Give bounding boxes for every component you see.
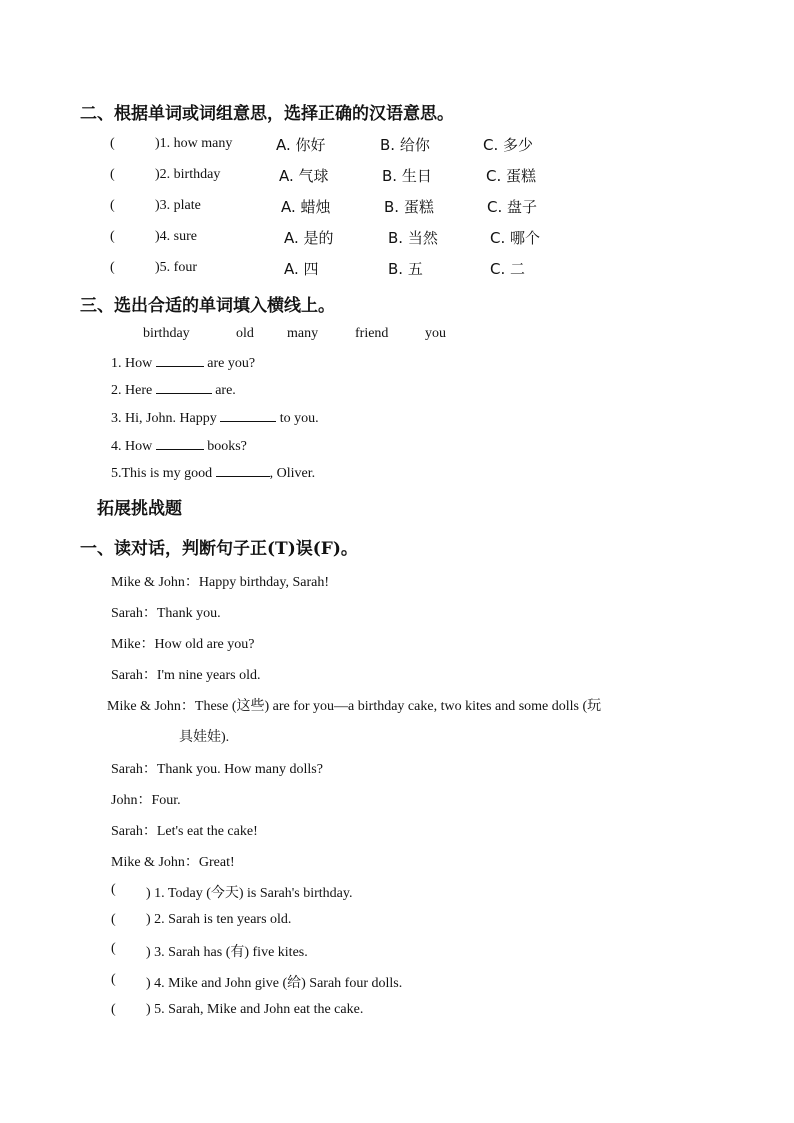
choice-question: )5. four	[155, 260, 197, 275]
choice-option-c: C. 盘子	[487, 198, 538, 216]
word-bank-item: many	[287, 326, 319, 341]
fill-blank-prefix: 2. Here	[111, 383, 153, 398]
choice-option-a: A. 四	[284, 260, 319, 278]
dialogue-line: 具娃娃).	[179, 730, 230, 745]
choice-option-b: B. 生日	[382, 167, 432, 185]
judge-statement: ) 4. Mike and John give (给) Sarah four dolls.	[146, 976, 403, 991]
challenge-title: 拓展挑战题	[97, 499, 182, 519]
section3-title: 三、选出合适的单词填入横线上。	[80, 296, 335, 316]
dialogue-line: John：Four.	[111, 793, 181, 808]
choice-option-a: A. 气球	[279, 167, 329, 185]
fill-blank-item	[111, 354, 255, 372]
fill-blank-prefix: 4. How	[111, 439, 153, 454]
judge-paren: (	[111, 912, 116, 927]
judge-paren: (	[111, 882, 116, 897]
choice-option-c: C. 蛋糕	[486, 167, 537, 185]
choice-option-b: B. 给你	[380, 136, 430, 154]
dialogue-line: Mike & John：Happy birthday, Sarah!	[111, 575, 329, 590]
dialogue-line: Sarah：Let's eat the cake!	[111, 824, 258, 839]
choice-option-c: C. 哪个	[490, 229, 541, 247]
fill-blank-prefix: 5.This is my good	[111, 466, 213, 481]
fill-blank-item	[111, 409, 319, 427]
challenge-section1-title: 一、读对话，判断句子正(T)误(F)。	[80, 539, 358, 559]
choice-paren: (	[110, 136, 115, 151]
choice-paren: (	[110, 198, 115, 213]
choice-question: )3. plate	[155, 198, 201, 213]
fill-blank-suffix: books?	[207, 439, 247, 454]
choice-option-a: A. 你好	[276, 136, 326, 154]
judge-statement: ) 3. Sarah has (有) five kites.	[146, 945, 308, 960]
word-bank-item: birthday	[143, 326, 190, 341]
choice-option-b: B. 五	[388, 260, 423, 278]
dialogue-line: Mike & John：Great!	[111, 855, 235, 870]
answer-blank[interactable]	[156, 381, 212, 394]
choice-option-c: C. 二	[490, 260, 526, 278]
fill-blank-item	[111, 464, 315, 482]
judge-paren: (	[111, 941, 116, 956]
judge-statement: ) 1. Today (今天) is Sarah's birthday.	[146, 886, 353, 901]
judge-statement: ) 5. Sarah, Mike and John eat the cake.	[146, 1002, 364, 1017]
answer-blank[interactable]	[156, 437, 204, 450]
section2-title: 二、根据单词或词组意思，选择正确的汉语意思。	[80, 104, 454, 124]
dialogue-line: Sarah：Thank you.	[111, 606, 221, 621]
word-bank-item: old	[236, 326, 254, 341]
dialogue-line: Mike & John：These (这些) are for you—a birthday cake, two kites and some dolls (玩	[107, 699, 602, 714]
choice-option-b: B. 蛋糕	[384, 198, 434, 216]
choice-paren: (	[110, 260, 115, 275]
dialogue-line: Mike：How old are you?	[111, 637, 255, 652]
judge-paren: (	[111, 1002, 116, 1017]
choice-option-a: A. 蜡烛	[281, 198, 331, 216]
choice-option-a: A. 是的	[284, 229, 334, 247]
choice-paren: (	[110, 229, 115, 244]
choice-paren: (	[110, 167, 115, 182]
answer-blank[interactable]	[156, 354, 204, 367]
fill-blank-prefix: 3. Hi, John. Happy	[111, 411, 217, 426]
judge-paren: (	[111, 972, 116, 987]
fill-blank-suffix: are.	[215, 383, 236, 398]
answer-blank[interactable]	[216, 464, 270, 477]
word-bank-item: you	[425, 326, 446, 341]
choice-question: )2. birthday	[155, 167, 221, 182]
dialogue-line: Sarah：Thank you. How many dolls?	[111, 762, 323, 777]
answer-blank[interactable]	[220, 409, 276, 422]
fill-blank-item	[111, 381, 236, 399]
word-bank-item: friend	[355, 326, 389, 341]
choice-question: )4. sure	[155, 229, 197, 244]
choice-question: )1. how many	[155, 136, 233, 151]
judge-statement: ) 2. Sarah is ten years old.	[146, 912, 292, 927]
fill-blank-suffix: to you.	[279, 411, 319, 426]
fill-blank-prefix: 1. How	[111, 356, 153, 371]
fill-blank-suffix: are you?	[207, 356, 256, 371]
dialogue-line: Sarah：I'm nine years old.	[111, 668, 261, 683]
fill-blank-suffix: , Oliver.	[269, 466, 316, 481]
choice-option-c: C. 多少	[483, 136, 534, 154]
fill-blank-item	[111, 437, 247, 455]
choice-option-b: B. 当然	[388, 229, 438, 247]
